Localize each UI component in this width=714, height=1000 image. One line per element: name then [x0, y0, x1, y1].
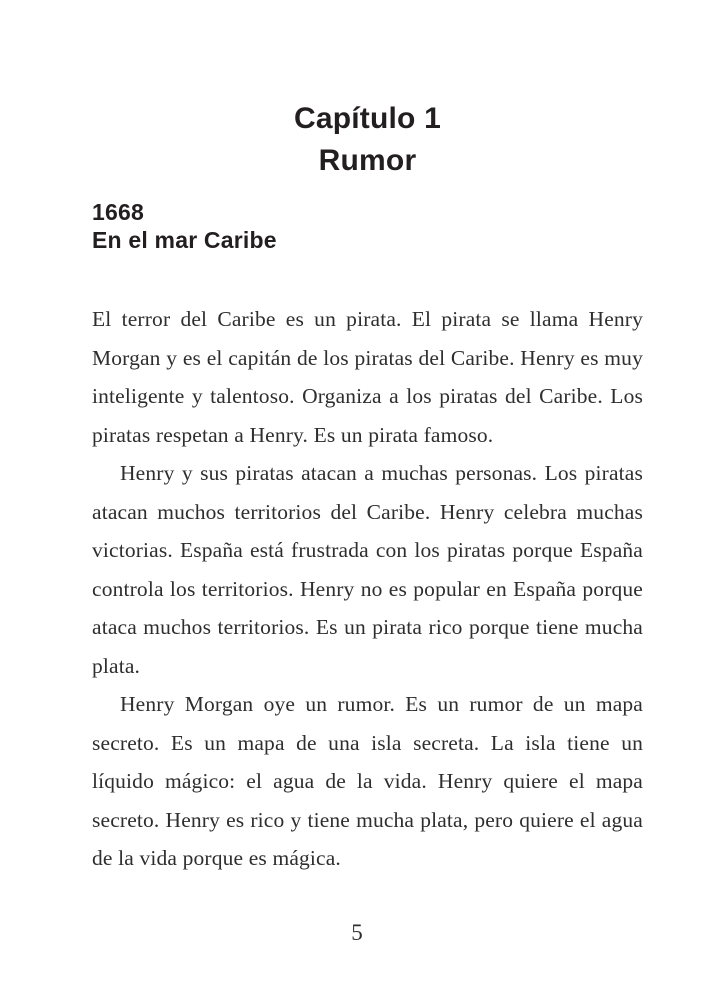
page-number: 5	[351, 920, 363, 945]
paragraph: Henry y sus piratas atacan a muchas personas. Los piratas atacan muchos territorios del Caribe. Henry celebra muchas victorias. España está frustrada con los piratas porque España controla los territorios. Henry no es popular en España porque ataca muchos territorios. Es un pirata rico porque tiene mucha plata.	[92, 461, 643, 678]
location-line: En el mar Caribe	[92, 227, 277, 253]
chapter-meta	[92, 198, 643, 254]
chapter-name: Rumor	[318, 144, 417, 177]
paragraph: El terror del Caribe es un pirata. El pirata se llama Henry Morgan y es el capitán de los piratas del Caribe. Henry es muy inteligente y talentoso. Organiza a los piratas del Caribe. Los piratas respetan a Henry. Es un pirata famoso.	[92, 307, 643, 447]
date-line: 1668	[92, 199, 144, 225]
chapter-title: Capítulo 1	[293, 102, 441, 135]
chapter-body	[92, 300, 643, 878]
paragraph: Henry Morgan oye un rumor. Es un rumor de un mapa secreto. Es un mapa de una isla secreta. La isla tiene un líquido mágico: el agua de la vida. Henry quiere el mapa secreto. Henry es rico y tiene mucha plata, pero quiere el agua de la vida porque es mágica.	[92, 692, 643, 870]
